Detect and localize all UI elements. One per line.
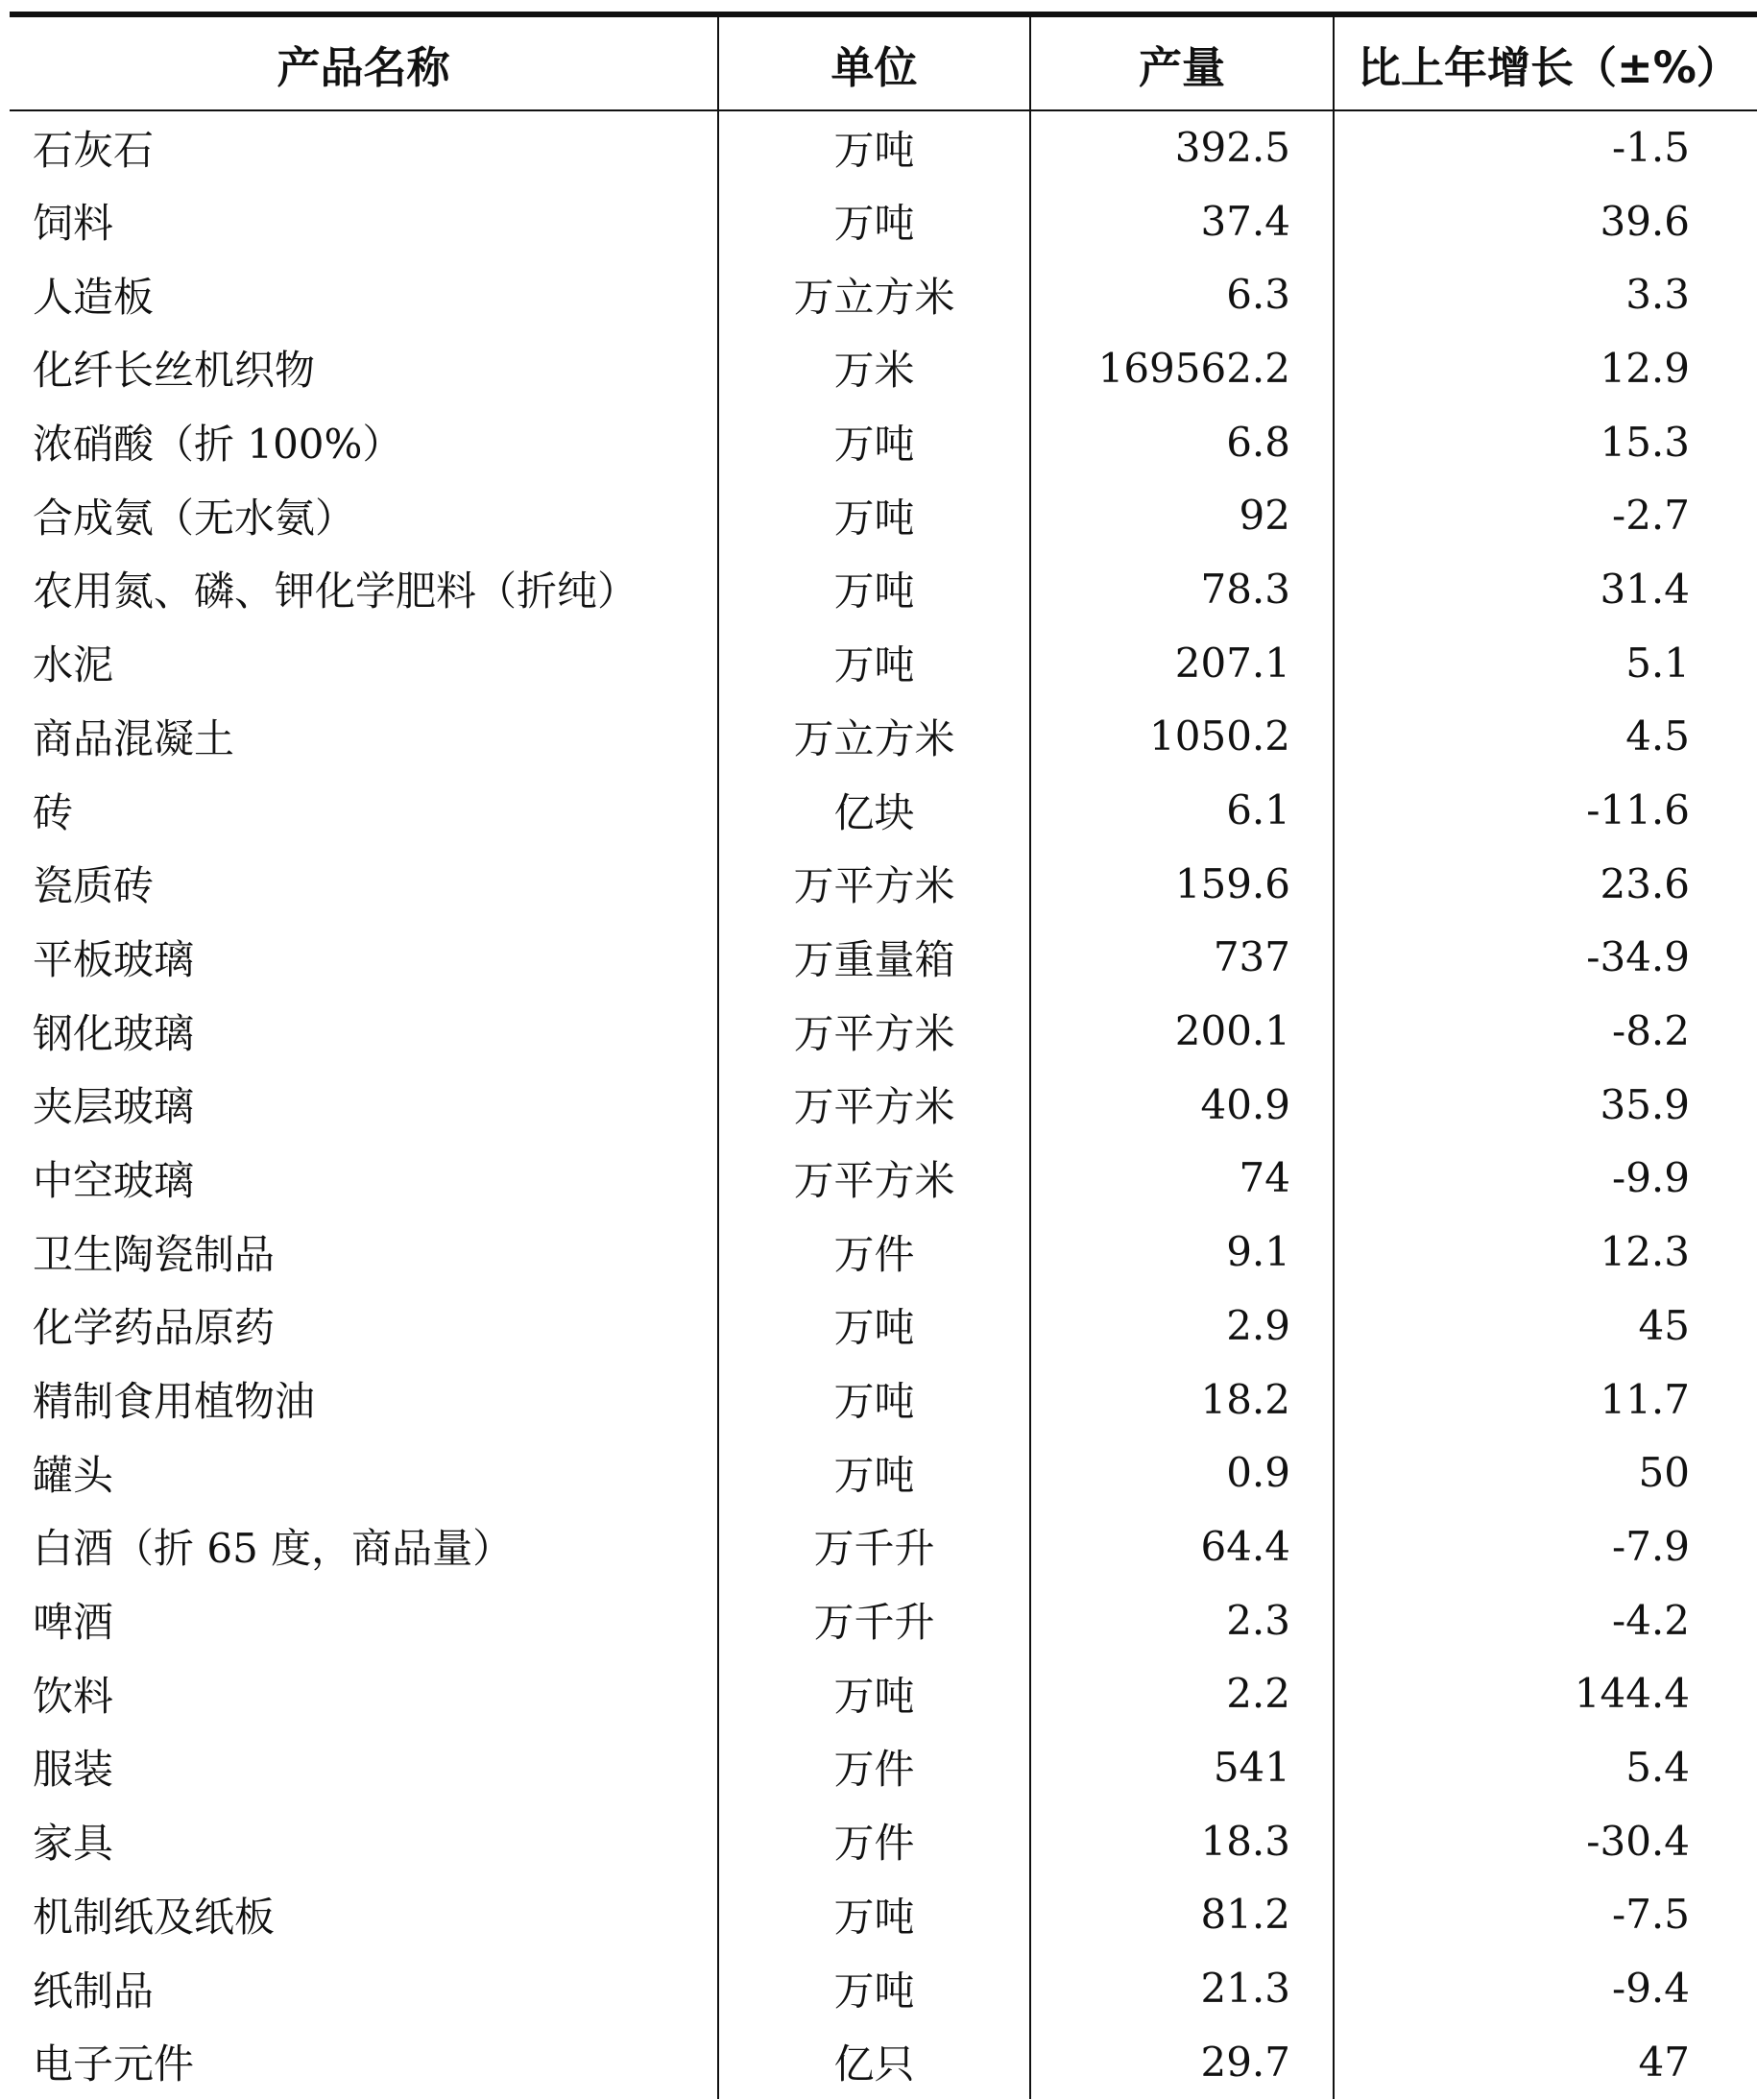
output-cell: 0.9 xyxy=(1030,1436,1334,1509)
header-unit: 单位 xyxy=(718,14,1030,110)
unit-cell: 万吨 xyxy=(718,184,1030,258)
output-cell: 37.4 xyxy=(1030,184,1334,258)
unit-cell: 万平方米 xyxy=(718,994,1030,1068)
table-row xyxy=(10,331,1757,405)
product-output-table xyxy=(10,12,1757,2099)
output-cell: 392.5 xyxy=(1030,110,1334,184)
unit-cell: 亿只 xyxy=(718,2025,1030,2099)
growth-cell: -34.9 xyxy=(1334,921,1757,995)
header-growth: 比上年增长（±%） xyxy=(1334,14,1757,110)
product-name-cell: 饮料 xyxy=(33,1672,114,1720)
unit-cell: 万平方米 xyxy=(718,1142,1030,1216)
growth-cell: -7.5 xyxy=(1334,1878,1757,1952)
table-row xyxy=(10,478,1757,552)
growth-cell: 35.9 xyxy=(1334,1068,1757,1142)
growth-cell: 5.4 xyxy=(1334,1730,1757,1804)
output-cell: 2.9 xyxy=(1030,1289,1334,1363)
table-row xyxy=(10,1804,1757,1878)
growth-cell: -4.2 xyxy=(1334,1583,1757,1657)
unit-cell: 万千升 xyxy=(718,1509,1030,1583)
output-cell: 200.1 xyxy=(1030,994,1334,1068)
growth-cell: -11.6 xyxy=(1334,773,1757,847)
output-cell: 21.3 xyxy=(1030,1951,1334,2025)
table-row xyxy=(10,994,1757,1068)
growth-cell: 45 xyxy=(1334,1289,1757,1363)
output-cell: 9.1 xyxy=(1030,1215,1334,1289)
unit-cell: 万立方米 xyxy=(718,700,1030,774)
product-name-cell: 机制纸及纸板 xyxy=(33,1893,276,1941)
unit-cell: 万吨 xyxy=(718,110,1030,184)
output-cell: 1050.2 xyxy=(1030,700,1334,774)
product-name-cell: 夹层玻璃 xyxy=(33,1083,195,1131)
output-cell: 207.1 xyxy=(1030,626,1334,700)
product-name-cell: 人造板 xyxy=(33,273,155,321)
product-name-cell: 服装 xyxy=(33,1746,114,1794)
table-row xyxy=(10,773,1757,847)
table-row xyxy=(10,184,1757,258)
table-row xyxy=(10,1289,1757,1363)
table-row xyxy=(10,626,1757,700)
unit-cell: 亿块 xyxy=(718,773,1030,847)
unit-cell: 万平方米 xyxy=(718,1068,1030,1142)
growth-cell: 39.6 xyxy=(1334,184,1757,258)
output-cell: 78.3 xyxy=(1030,552,1334,626)
product-name-cell: 罐头 xyxy=(33,1451,114,1499)
product-name-cell: 化纤长丝机织物 xyxy=(33,347,316,395)
growth-cell: 12.9 xyxy=(1334,331,1757,405)
header-row xyxy=(10,14,1757,110)
unit-cell: 万件 xyxy=(718,1215,1030,1289)
product-name-cell: 水泥 xyxy=(33,641,114,689)
table-row xyxy=(10,1068,1757,1142)
unit-cell: 万吨 xyxy=(718,478,1030,552)
output-cell: 92 xyxy=(1030,478,1334,552)
table-row xyxy=(10,405,1757,479)
output-cell: 18.2 xyxy=(1030,1363,1334,1436)
output-cell: 169562.2 xyxy=(1030,331,1334,405)
unit-cell: 万千升 xyxy=(718,1583,1030,1657)
table-row xyxy=(10,1363,1757,1436)
output-cell: 6.8 xyxy=(1030,405,1334,479)
table-row xyxy=(10,1656,1757,1730)
header-product-name: 产品名称 xyxy=(10,14,718,110)
growth-cell: 23.6 xyxy=(1334,847,1757,921)
growth-cell: 5.1 xyxy=(1334,626,1757,700)
output-cell: 2.2 xyxy=(1030,1656,1334,1730)
product-name-cell: 精制食用植物油 xyxy=(33,1378,316,1426)
unit-cell: 万吨 xyxy=(718,1951,1030,2025)
unit-cell: 万立方米 xyxy=(718,257,1030,331)
growth-cell: 47 xyxy=(1334,2025,1757,2099)
growth-cell: -2.7 xyxy=(1334,478,1757,552)
output-cell: 737 xyxy=(1030,921,1334,995)
growth-cell: -9.9 xyxy=(1334,1142,1757,1216)
growth-cell: 15.3 xyxy=(1334,405,1757,479)
unit-cell: 万件 xyxy=(718,1804,1030,1878)
output-cell: 159.6 xyxy=(1030,847,1334,921)
product-name-cell: 砖 xyxy=(33,788,74,836)
unit-cell: 万吨 xyxy=(718,1436,1030,1509)
output-cell: 6.3 xyxy=(1030,257,1334,331)
unit-cell: 万米 xyxy=(718,331,1030,405)
output-cell: 6.1 xyxy=(1030,773,1334,847)
product-name-cell: 饲料 xyxy=(33,200,114,248)
product-name-cell: 瓷质砖 xyxy=(33,862,155,910)
product-name-cell: 化学药品原药 xyxy=(33,1304,276,1352)
table-row xyxy=(10,257,1757,331)
output-cell: 40.9 xyxy=(1030,1068,1334,1142)
table-row xyxy=(10,2025,1757,2099)
output-cell: 541 xyxy=(1030,1730,1334,1804)
output-cell: 29.7 xyxy=(1030,2025,1334,2099)
unit-cell: 万吨 xyxy=(718,1363,1030,1436)
output-cell: 81.2 xyxy=(1030,1878,1334,1952)
unit-cell: 万吨 xyxy=(718,405,1030,479)
growth-cell: -7.9 xyxy=(1334,1509,1757,1583)
table-row xyxy=(10,700,1757,774)
growth-cell: -30.4 xyxy=(1334,1804,1757,1878)
table-row xyxy=(10,1878,1757,1952)
product-name-cell: 农用氮、磷、钾化学肥料（折纯） xyxy=(33,567,638,616)
product-name-cell: 啤酒 xyxy=(33,1599,114,1647)
table-header xyxy=(10,14,1757,110)
product-name-cell: 纸制品 xyxy=(33,1967,155,2015)
table-row xyxy=(10,1951,1757,2025)
unit-cell: 万吨 xyxy=(718,1656,1030,1730)
product-name-cell: 石灰石 xyxy=(33,126,155,174)
growth-cell: 3.3 xyxy=(1334,257,1757,331)
unit-cell: 万吨 xyxy=(718,1289,1030,1363)
product-name-cell: 浓硝酸（折 100%） xyxy=(33,421,403,469)
unit-cell: 万平方米 xyxy=(718,847,1030,921)
growth-cell: 50 xyxy=(1334,1436,1757,1509)
growth-cell: -1.5 xyxy=(1334,110,1757,184)
table-body xyxy=(10,110,1757,2099)
growth-cell: -9.4 xyxy=(1334,1951,1757,2025)
unit-cell: 万吨 xyxy=(718,626,1030,700)
product-name-cell: 家具 xyxy=(33,1820,114,1868)
table-row xyxy=(10,1509,1757,1583)
table-row xyxy=(10,1142,1757,1216)
unit-cell: 万吨 xyxy=(718,1878,1030,1952)
product-name-cell: 电子元件 xyxy=(33,2040,195,2088)
unit-cell: 万吨 xyxy=(718,552,1030,626)
table-row xyxy=(10,921,1757,995)
table-row xyxy=(10,1583,1757,1657)
growth-cell: 11.7 xyxy=(1334,1363,1757,1436)
output-cell: 64.4 xyxy=(1030,1509,1334,1583)
product-name-cell: 商品混凝土 xyxy=(33,714,235,762)
table-row xyxy=(10,1436,1757,1509)
product-name-cell: 钢化玻璃 xyxy=(33,1009,195,1057)
table-row xyxy=(10,110,1757,184)
growth-cell: -8.2 xyxy=(1334,994,1757,1068)
header-output: 产量 xyxy=(1030,14,1334,110)
output-cell: 2.3 xyxy=(1030,1583,1334,1657)
product-name-cell: 平板玻璃 xyxy=(33,935,195,983)
table-row xyxy=(10,552,1757,626)
product-name-cell: 中空玻璃 xyxy=(33,1156,195,1204)
table-row xyxy=(10,1215,1757,1289)
growth-cell: 12.3 xyxy=(1334,1215,1757,1289)
product-name-cell: 合成氨（无水氨） xyxy=(33,494,356,542)
output-cell: 18.3 xyxy=(1030,1804,1334,1878)
unit-cell: 万件 xyxy=(718,1730,1030,1804)
table-row xyxy=(10,847,1757,921)
product-name-cell: 卫生陶瓷制品 xyxy=(33,1230,276,1278)
unit-cell: 万重量箱 xyxy=(718,921,1030,995)
growth-cell: 31.4 xyxy=(1334,552,1757,626)
growth-cell: 144.4 xyxy=(1334,1656,1757,1730)
product-name-cell: 白酒（折 65 度，商品量） xyxy=(33,1525,514,1573)
table-row xyxy=(10,1730,1757,1804)
growth-cell: 4.5 xyxy=(1334,700,1757,774)
output-cell: 74 xyxy=(1030,1142,1334,1216)
